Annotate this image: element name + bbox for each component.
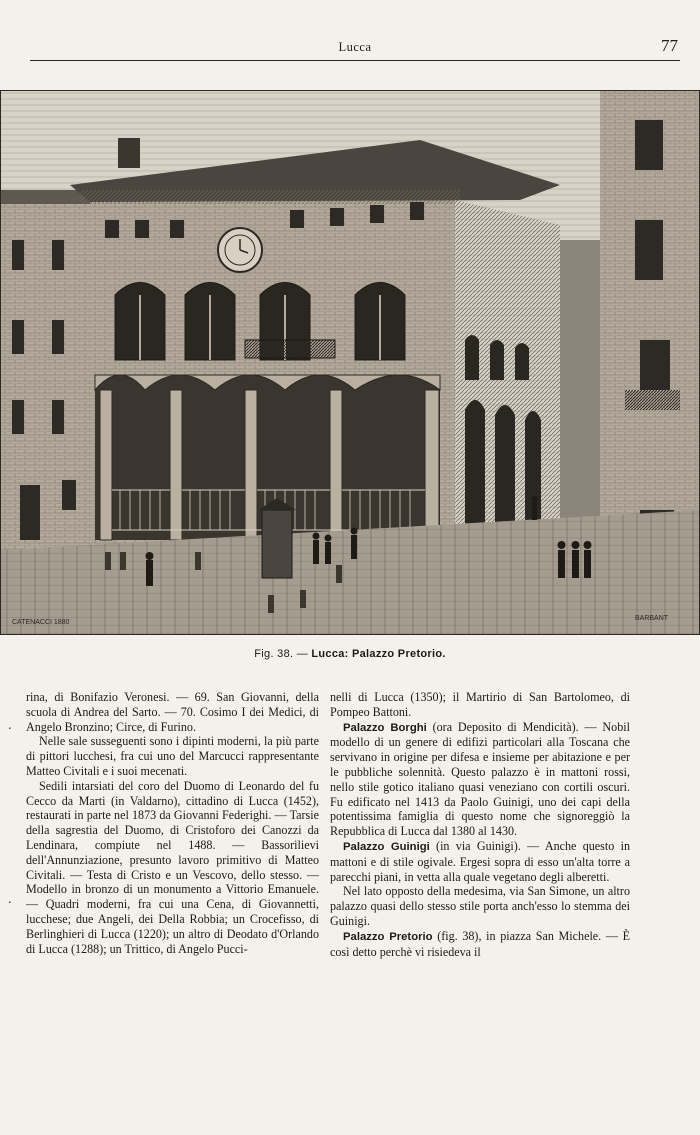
- left-paragraph-1: rina, di Bonifazio Veronesi. — 69. San Giovanni, della scuola di Andrea del Sarto. — 70. Cosimo I dei Medici, di Angelo Bronzino; Circe, di Furino.: [26, 690, 319, 734]
- entry-text-palazzo-borghi: (ora Deposito di Mendicità). — Nobil modello di un genere di edifizi particolari alla Toscana che servivano in origine per difesa e insieme per abitazione e per le pubbliche solennità. Questo palazzo è in mattoni rossi, nello stile gotico italiano quasi veneziano con cortili oscuri. Fu edificato nel 1413 da Paolo Guinigi, uno dei capi della potentissima famiglia di questo nome che signoreggiò la Repubblica di Lucca dal 1380 al 1430.: [330, 719, 630, 839]
- figure-caption: [0, 648, 700, 660]
- entry-title-palazzo-pretorio: Palazzo Pretorio: [343, 930, 433, 943]
- palazzo-pretorio-engraving: [0, 90, 700, 635]
- right-column: [330, 690, 630, 959]
- right-paragraph-5: [330, 929, 630, 960]
- right-paragraph-2: [330, 720, 630, 839]
- entry-text-palazzo-guinigi: (in via Guinigi). — Anche questo in mattoni e di stile ogivale. Ergesi sopra di esso un'alta torre a parecchi piani, in vetta alla quale vegetano degli alberetti.: [330, 838, 630, 884]
- caption-prefix: Fig. 38. —: [254, 648, 309, 660]
- page-header: [30, 30, 680, 61]
- left-paragraph-2: Nelle sale susseguenti sono i dipinti moderni, la più parte di pittori lucchesi, fra cui uno del Marcucci rappresentante Matteo Civitali e i suoi mecenati.: [26, 734, 319, 778]
- page-number: 77: [661, 36, 678, 55]
- left-paragraph-3: Sedili intarsiati del coro del Duomo di Leonardo del fu Cecco da Marti (in Valdarno), cittadino di Lucca (1452), restaurati in parte nel 1873 da Giovanni Federighi. — Tarsie della sagrestia del Duomo, di Cristoforo dei Canozzi da Lendinara, compiute nel 1488. — Bassorilievi dell'Annunziazione, presunto lavoro primitivo di Matteo Civitali. — Testa di Cristo e un Vescovo, dello stesso. — Modello in bronzo di un monumento a Vittorio Emanuele. — Quadri moderni, fra cui una Cena, di Giovannetti, lucchese; due Angeli, dei Della Robbia; un Crocefisso, di Berlinghieri di Lucca (1220); un altro di Deodato d'Orlando di Lucca (1288); un Trittico, di Angelo Pucci-: [26, 778, 319, 956]
- left-column: [26, 690, 319, 956]
- right-paragraph-1: nelli di Lucca (1350); il Martirio di San Bartolomeo, di Pompeo Battoni.: [330, 690, 630, 719]
- caption-place: Lucca:: [311, 648, 349, 660]
- margin-mark: .: [8, 718, 12, 733]
- entry-title-palazzo-guinigi: Palazzo Guinigi: [343, 840, 430, 853]
- running-head: Lucca: [338, 40, 372, 54]
- engraver-signature-left: CATENACCI 1880: [12, 619, 70, 626]
- right-paragraph-4: Nel lato opposto della medesima, via San Simone, un altro palazzo quasi dello stesso stile porta anch'esso lo stemma dei Guinigi.: [330, 884, 630, 928]
- entry-title-palazzo-borghi: Palazzo Borghi: [343, 721, 427, 734]
- margin-mark: .: [8, 892, 12, 907]
- engraver-signature-right: BARBANT: [635, 615, 669, 622]
- engraving-figure: [0, 90, 700, 635]
- right-paragraph-3: [330, 839, 630, 884]
- caption-title: Palazzo Pretorio.: [352, 648, 446, 660]
- entry-text-palazzo-pretorio: (fig. 38), in piazza San Michele. — È così detto perchè vi risiedeva il: [330, 928, 630, 959]
